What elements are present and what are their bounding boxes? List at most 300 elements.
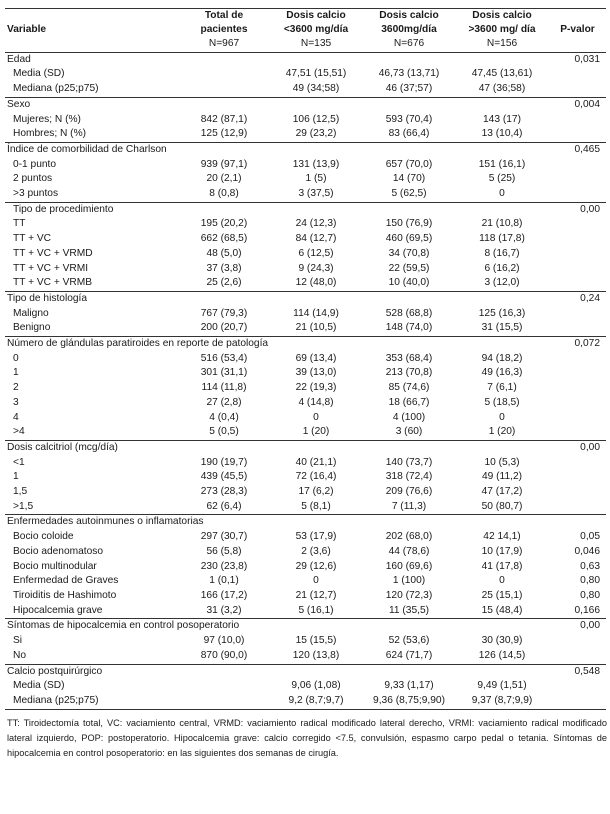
row-label: Media (SD) — [13, 68, 65, 80]
cell-value — [269, 337, 363, 352]
p-value: 0,00 — [549, 202, 606, 217]
cell-value: 62 (6,4) — [206, 500, 242, 512]
table-row — [5, 634, 606, 649]
header-dose-mid: Dosis calcio 3600mg/día — [363, 9, 455, 38]
cell-value: 1 (5) — [305, 173, 327, 185]
cell-value: 318 (72,4) — [385, 471, 433, 483]
table-row — [5, 560, 606, 575]
p-value — [549, 381, 606, 396]
cell-value: 939 (97,1) — [200, 158, 248, 170]
cell-value — [179, 440, 269, 455]
p-value — [549, 262, 606, 277]
cell-value: 9,36 (8,75;9,90) — [363, 694, 455, 709]
table-row — [5, 411, 606, 426]
cell-value — [179, 97, 269, 112]
table-row — [5, 545, 606, 560]
cell-value: 15 (48,4) — [481, 604, 523, 616]
cell-value: 4 (100) — [392, 411, 426, 423]
table-row — [5, 396, 606, 411]
cell-value — [179, 52, 269, 67]
row-label: Mediana (p25;p75) — [13, 83, 99, 95]
cell-value: 31 (15,5) — [481, 322, 523, 334]
header-pvalor: P-valor — [549, 9, 606, 53]
table-row — [5, 158, 606, 173]
cell-value: 94 (18,2) — [481, 352, 523, 364]
cell-value: 166 (17,2) — [200, 590, 248, 601]
cell-value: 8 (16,7) — [484, 247, 520, 259]
cell-value: 230 (23,8) — [200, 560, 248, 572]
row-label: TT + VC + VRMB — [13, 277, 93, 289]
row-label: 2 — [13, 382, 19, 394]
table-row — [5, 381, 606, 396]
row-label: Hipocalcemia grave — [13, 604, 103, 616]
cell-value: 460 (69,5) — [385, 233, 433, 245]
cell-value: 213 (70,8) — [385, 367, 433, 379]
section-label: Sexo — [5, 97, 179, 112]
cell-value — [269, 291, 363, 306]
table-row — [5, 321, 606, 336]
cell-value: 140 (73,7) — [385, 456, 433, 468]
cell-value: 5 (0,5) — [209, 426, 239, 438]
cell-value: 1 (20) — [488, 426, 516, 438]
p-value — [549, 485, 606, 500]
p-value — [549, 127, 606, 142]
p-value — [549, 158, 606, 173]
cell-value: 120 (72,3) — [385, 590, 433, 601]
table-section-row — [5, 97, 606, 112]
p-value — [549, 172, 606, 187]
row-label: Enfermedad de Graves — [13, 575, 119, 587]
cell-value: 528 (68,8) — [385, 307, 433, 319]
p-value — [549, 500, 606, 515]
cell-value: 6 (12,5) — [298, 247, 334, 259]
row-label: TT + VC + VRMI — [13, 262, 89, 274]
p-value: 0,072 — [549, 337, 606, 352]
cell-value: 47,51 (15,51) — [285, 68, 347, 80]
cell-value: 439 (45,5) — [200, 471, 248, 483]
p-value — [549, 694, 606, 709]
cell-value: 53 (17,9) — [295, 531, 337, 543]
table-row — [5, 352, 606, 367]
cell-value: 84 (12,7) — [295, 233, 337, 245]
cell-value: 37 (3,8) — [206, 262, 242, 274]
cell-value — [455, 202, 549, 217]
cell-value: 148 (74,0) — [385, 322, 433, 334]
table-row — [5, 307, 606, 322]
cell-value — [363, 142, 455, 157]
p-value: 0,465 — [549, 142, 606, 157]
cell-value — [269, 202, 363, 217]
cell-value — [455, 440, 549, 455]
p-value: 0,166 — [574, 604, 600, 616]
cell-value: 0 — [313, 411, 319, 423]
cell-value: 85 (74,6) — [388, 382, 430, 394]
table-section-row — [5, 52, 606, 67]
p-value — [549, 425, 606, 440]
cell-value — [179, 67, 269, 82]
cell-value: 4 (0,4) — [209, 411, 239, 423]
p-value — [549, 411, 606, 426]
cell-value: 42 14,1) — [483, 531, 521, 543]
cell-value — [269, 97, 363, 112]
cell-value: 190 (19,7) — [200, 456, 248, 468]
row-label: No — [13, 649, 27, 661]
row-label: 2 puntos — [13, 173, 53, 185]
cell-value: 40 (21,1) — [295, 456, 337, 468]
row-label: Benigno — [13, 322, 51, 334]
section-label: Tipo de procedimiento — [5, 202, 179, 217]
cell-value: 46,73 (13,71) — [378, 68, 440, 80]
p-value — [549, 649, 606, 664]
cell-value — [269, 619, 363, 634]
cell-value: 870 (90,0) — [200, 649, 248, 661]
cell-value: 624 (71,7) — [385, 649, 433, 661]
cell-value: 9,33 (1,17) — [384, 680, 434, 692]
cell-value: 200 (20,7) — [200, 322, 248, 334]
p-value — [549, 634, 606, 649]
cell-value: 47 (36;58) — [478, 83, 526, 95]
table-row — [5, 217, 606, 232]
cell-value: 14 (70) — [392, 173, 426, 185]
cell-value — [179, 202, 269, 217]
cell-value: 29 (23,2) — [295, 128, 337, 140]
cell-value: 9 (24,3) — [298, 262, 334, 274]
table-row — [5, 187, 606, 202]
table-section-row — [5, 202, 606, 217]
table-row — [5, 82, 606, 97]
row-label: 1 — [13, 471, 19, 483]
row-label: 0 — [13, 352, 19, 364]
cell-value — [269, 142, 363, 157]
cell-value: 0 — [313, 575, 319, 587]
p-value: 0,00 — [549, 619, 606, 634]
cell-value: 3 (60) — [395, 426, 423, 438]
cell-value — [179, 82, 269, 97]
table-row — [5, 456, 606, 471]
row-label: Mediana (p25;p75) — [5, 694, 179, 709]
table-row — [5, 276, 606, 291]
p-value — [549, 67, 606, 82]
header-dose-low: Dosis calcio <3600 mg/día — [269, 9, 363, 38]
section-label: Edad — [7, 53, 31, 65]
p-value — [549, 321, 606, 336]
table-row — [5, 694, 606, 709]
row-label: Mujeres; N (%) — [13, 113, 81, 125]
cell-value: 150 (76,9) — [385, 218, 433, 230]
cell-value: 9,37 (8,7;9,9) — [455, 694, 549, 709]
section-label: Síntomas de hipocalcemia en control posoperatorio — [5, 619, 179, 634]
cell-value: 20 (2,1) — [206, 173, 242, 185]
row-label: Bocio coloide — [13, 531, 74, 543]
cell-value — [455, 619, 549, 634]
row-label: Bocio multinodular — [13, 560, 97, 572]
cell-value: 30 (30,9) — [481, 635, 523, 647]
cell-value: 114 (14,9) — [293, 307, 339, 319]
cell-value: 5 (8,1) — [301, 500, 331, 512]
cell-value: 10 (17,9) — [481, 545, 523, 557]
cell-value: 21 (10,5) — [295, 322, 337, 334]
cell-value: 11 (35,5) — [388, 604, 430, 616]
table-section-row — [5, 337, 606, 352]
section-label: Calcio postquirúrgico — [5, 664, 179, 679]
cell-value: 18 (66,7) — [388, 396, 430, 408]
row-label: >4 — [13, 426, 25, 438]
table-row — [5, 232, 606, 247]
cell-value: 48 (5,0) — [206, 247, 242, 259]
table-row — [5, 425, 606, 440]
cell-value: 1 (100) — [392, 575, 426, 587]
cell-value: 0 — [499, 188, 505, 200]
cell-value: 126 (14,5) — [478, 649, 526, 661]
cell-value: 24 (12,3) — [295, 218, 337, 230]
row-label: Media (SD) — [13, 680, 65, 692]
cell-value: 7 (6,1) — [487, 382, 517, 394]
cell-value: 842 (87,1) — [200, 113, 248, 125]
table-section-row — [5, 142, 606, 157]
p-value: 0,63 — [580, 560, 600, 572]
cell-value — [269, 515, 363, 530]
row-label: Maligno — [13, 307, 49, 319]
table-row — [5, 172, 606, 187]
cell-value: 516 (53,4) — [200, 352, 248, 364]
table-row — [5, 589, 606, 604]
cell-value: 47 (17,2) — [481, 486, 523, 498]
p-value — [549, 247, 606, 262]
cell-value: 202 (68,0) — [385, 531, 433, 543]
cell-value — [179, 694, 269, 709]
table-row — [5, 470, 606, 485]
cell-value: 72 (16,4) — [295, 471, 337, 483]
row-label: 1 — [13, 367, 19, 379]
p-value — [549, 366, 606, 381]
section-label: Índice de comorbilidad de Charlson — [5, 142, 179, 157]
cell-value: 9,06 (1,08) — [291, 680, 341, 692]
row-label: >1,5 — [13, 500, 34, 512]
cell-value: 5 (18,5) — [484, 396, 520, 408]
cell-value — [455, 52, 549, 67]
p-value — [549, 232, 606, 247]
p-value — [549, 82, 606, 97]
row-label: >3 puntos — [13, 188, 59, 200]
cell-value — [363, 97, 455, 112]
cell-value: 3 (12,0) — [484, 277, 520, 289]
cell-value: 151 (16,1) — [478, 158, 526, 170]
cell-value — [179, 679, 269, 694]
p-value: 0,031 — [574, 53, 600, 65]
p-value — [549, 307, 606, 322]
cell-value — [455, 291, 549, 306]
cell-value: 49 (34;58) — [292, 83, 340, 95]
cell-value — [179, 291, 269, 306]
header-n-mid: N=676 — [363, 37, 455, 52]
p-value — [549, 187, 606, 202]
cell-value: 7 (11,3) — [391, 500, 427, 512]
cell-value — [363, 337, 455, 352]
row-label: TT + VC — [13, 233, 52, 245]
cell-value — [455, 515, 549, 530]
cell-value: 662 (68,5) — [200, 233, 248, 245]
cell-value: 56 (5,8) — [206, 545, 242, 557]
section-label: Enfermedades autoinmunes o inflamatorias — [5, 515, 179, 530]
p-value: 0,004 — [549, 97, 606, 112]
cell-value: 195 (20,2) — [200, 218, 248, 230]
data-table — [5, 8, 606, 710]
cell-value: 3 (37,5) — [298, 188, 334, 200]
table-section-row — [5, 440, 606, 455]
table-row — [5, 113, 606, 128]
cell-value: 8 (0,8) — [209, 188, 239, 200]
p-value — [549, 217, 606, 232]
cell-value — [269, 52, 363, 67]
table-row — [5, 127, 606, 142]
cell-value: 301 (31,1) — [200, 367, 248, 379]
row-label: Bocio adenomatoso — [13, 545, 104, 557]
cell-value: 297 (30,7) — [200, 531, 248, 543]
table-row — [5, 604, 606, 619]
cell-value: 5 (25) — [488, 173, 516, 185]
header-n-low: N=135 — [269, 37, 363, 52]
cell-value: 657 (70,0) — [385, 158, 433, 170]
table-row — [5, 485, 606, 500]
cell-value: 44 (78,6) — [388, 545, 430, 557]
table-row — [5, 500, 606, 515]
section-label: Número de glándulas paratiroides en reporte de patología — [5, 337, 179, 352]
cell-value: 10 (5,3) — [484, 456, 520, 468]
cell-value: 767 (79,3) — [200, 307, 248, 319]
cell-value: 50 (80,7) — [481, 500, 523, 512]
row-label: Si — [13, 635, 23, 647]
p-value — [549, 515, 606, 530]
cell-value: 10 (40,0) — [388, 277, 430, 289]
section-label: Tipo de histología — [5, 291, 179, 306]
cell-value: 17 (6,2) — [298, 486, 334, 498]
row-label: TT + VC + VRMD — [13, 247, 93, 259]
table-row — [5, 530, 606, 545]
cell-value: 22 (19,3) — [295, 382, 337, 394]
cell-value: 125 (12,9) — [200, 128, 248, 140]
p-value — [549, 113, 606, 128]
header-total: Total de pacientes — [179, 9, 269, 38]
cell-value: 69 (13,4) — [295, 352, 337, 364]
p-value — [549, 456, 606, 471]
cell-value: 46 (37;57) — [385, 83, 433, 95]
section-label: Dosis calcitriol (mcg/día) — [5, 440, 179, 455]
cell-value — [363, 619, 455, 634]
cell-value — [363, 664, 455, 679]
row-label: 3 — [13, 396, 19, 408]
table-row — [5, 574, 606, 589]
row-label: TT — [13, 218, 26, 230]
cell-value: 125 (16,3) — [478, 307, 526, 319]
cell-value: 31 (3,2) — [206, 604, 242, 616]
row-label: 4 — [13, 411, 19, 423]
p-value — [549, 470, 606, 485]
p-value — [549, 679, 606, 694]
row-label: <1 — [13, 456, 25, 468]
cell-value: 49 (16,3) — [481, 367, 523, 379]
table-body — [5, 52, 606, 709]
cell-value: 118 (17,8) — [479, 233, 525, 245]
cell-value: 593 (70,4) — [385, 113, 433, 125]
cell-value — [179, 664, 269, 679]
cell-value — [363, 440, 455, 455]
cell-value: 52 (53,6) — [388, 635, 430, 647]
p-value — [549, 352, 606, 367]
cell-value — [269, 664, 363, 679]
cell-value: 160 (69,6) — [385, 560, 433, 572]
p-value — [549, 276, 606, 291]
p-value: 0,80 — [580, 590, 600, 601]
table-row — [5, 247, 606, 262]
table-row — [5, 649, 606, 664]
cell-value: 1 (20) — [302, 426, 330, 438]
cell-value: 0 — [499, 575, 505, 587]
p-value: 0,548 — [549, 664, 606, 679]
cell-value: 25 (2,6) — [206, 277, 242, 289]
table-row — [5, 366, 606, 381]
cell-value — [455, 142, 549, 157]
cell-value: 0 — [499, 411, 505, 423]
table-footnote: TT: Tiroidectomía total, VC: vaciamiento central, VRMD: vaciamiento radical modificado lateral derecho, VRMI: vaciamiento radical modificado lateral izquierdo, POP: postoperatorio. Hipocalcemia grave: calcio corregido <7.5, convulsión, espasmo carpo pedal o tetania. Síntomas de hipocalcemia en control posoperatorio: en las siguientes dos semanas de cirugía. — [7, 717, 607, 758]
cell-value: 12 (48,0) — [295, 277, 337, 289]
cell-value: 131 (13,9) — [292, 158, 340, 170]
table-row — [5, 679, 606, 694]
p-value: 0,00 — [549, 440, 606, 455]
p-value: 0,24 — [549, 291, 606, 306]
cell-value — [363, 202, 455, 217]
row-label: Tiroiditis de Hashimoto — [13, 590, 117, 601]
p-value: 0,80 — [580, 575, 600, 587]
table-section-row — [5, 515, 606, 530]
cell-value: 27 (2,8) — [206, 396, 242, 408]
cell-value: 15 (15,5) — [295, 635, 337, 647]
cell-value: 97 (10,0) — [203, 635, 245, 647]
cell-value: 353 (68,4) — [385, 352, 433, 364]
cell-value — [179, 142, 269, 157]
cell-value: 143 (17) — [483, 113, 521, 125]
cell-value: 9,2 (8,7;9,7) — [269, 694, 363, 709]
p-value — [549, 396, 606, 411]
p-value: 0,05 — [580, 531, 600, 543]
cell-value: 5 (62,5) — [391, 188, 427, 200]
cell-value: 5 (16,1) — [298, 604, 334, 616]
table-row — [5, 262, 606, 277]
table-row — [5, 67, 606, 82]
cell-value: 47,45 (13,61) — [471, 68, 533, 80]
row-label: 0-1 punto — [13, 158, 57, 170]
row-label: 1,5 — [13, 486, 28, 498]
table-section-row — [5, 664, 606, 679]
cell-value: 106 (12,5) — [292, 113, 340, 125]
cell-value: 25 (15,1) — [481, 590, 523, 601]
header-n-high: N=156 — [455, 37, 549, 52]
table-section-row — [5, 291, 606, 306]
cell-value: 22 (59,5) — [388, 262, 430, 274]
cell-value: 120 (13,8) — [292, 649, 340, 661]
cell-value: 4 (14,8) — [298, 396, 334, 408]
cell-value: 83 (66,4) — [388, 128, 430, 140]
cell-value: 21 (10,8) — [481, 218, 523, 230]
row-label: Hombres; N (%) — [13, 128, 87, 140]
header-variable: Variable — [5, 9, 179, 53]
cell-value: 6 (16,2) — [484, 262, 520, 274]
cell-value: 114 (11,8) — [201, 382, 247, 394]
cell-value — [455, 664, 549, 679]
header-n-total: N=967 — [179, 37, 269, 52]
cell-value: 49 (11,2) — [481, 471, 523, 483]
table-section-row — [5, 619, 606, 634]
cell-value — [363, 291, 455, 306]
